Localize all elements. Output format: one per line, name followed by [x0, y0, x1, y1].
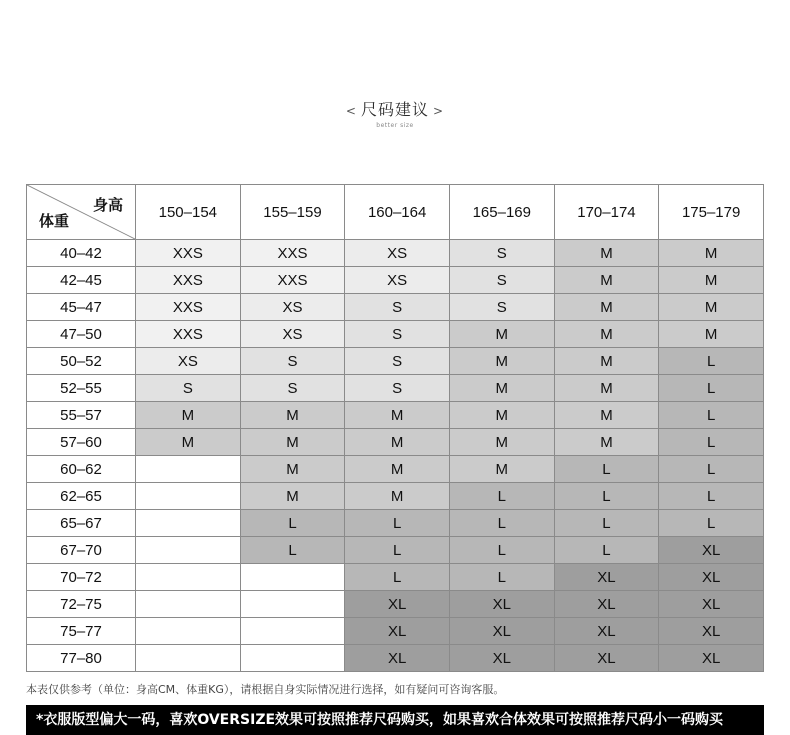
size-cell: XL	[449, 618, 554, 645]
size-cell: XXS	[136, 267, 241, 294]
table-row	[27, 483, 764, 510]
table-row	[27, 240, 764, 267]
size-cell: L	[449, 537, 554, 564]
size-cell: M	[345, 483, 450, 510]
weight-cell: 47–50	[27, 321, 136, 348]
weight-cell: 65–67	[27, 510, 136, 537]
size-cell: S	[240, 375, 345, 402]
size-cell: L	[345, 537, 450, 564]
size-cell: M	[240, 456, 345, 483]
size-cell: M	[240, 429, 345, 456]
height-header-cell: 175–179	[659, 185, 764, 240]
table-row	[27, 402, 764, 429]
weight-cell: 62–65	[27, 483, 136, 510]
size-cell: L	[554, 456, 659, 483]
size-cell: XL	[554, 591, 659, 618]
page-title	[0, 97, 790, 120]
size-cell: M	[449, 456, 554, 483]
size-cell: XL	[449, 591, 554, 618]
height-header-cell: 150–154	[136, 185, 241, 240]
size-cell: M	[554, 429, 659, 456]
table-row	[27, 429, 764, 456]
size-cell: M	[554, 348, 659, 375]
size-cell: XL	[449, 645, 554, 672]
size-cell: M	[240, 483, 345, 510]
size-cell: XL	[345, 618, 450, 645]
weight-cell: 67–70	[27, 537, 136, 564]
size-cell: XL	[345, 645, 450, 672]
size-chart-table	[26, 184, 764, 672]
size-cell: M	[136, 402, 241, 429]
size-cell: L	[659, 375, 764, 402]
weight-cell: 42–45	[27, 267, 136, 294]
table-row	[27, 591, 764, 618]
size-cell: L	[345, 564, 450, 591]
size-cell: XL	[659, 618, 764, 645]
size-cell: S	[136, 375, 241, 402]
size-cell: M	[449, 375, 554, 402]
table-row	[27, 348, 764, 375]
size-cell	[136, 645, 241, 672]
size-cell: XL	[659, 537, 764, 564]
size-cell: XL	[659, 564, 764, 591]
height-header-cell: 160–164	[345, 185, 450, 240]
weight-axis-label: 体重	[39, 212, 70, 230]
size-cell: S	[240, 348, 345, 375]
table-row	[27, 564, 764, 591]
size-cell: M	[345, 402, 450, 429]
weight-cell: 72–75	[27, 591, 136, 618]
size-cell: L	[659, 402, 764, 429]
size-cell: XXS	[240, 240, 345, 267]
size-cell: M	[554, 240, 659, 267]
weight-cell: 50–52	[27, 348, 136, 375]
weight-cell: 60–62	[27, 456, 136, 483]
size-cell	[240, 564, 345, 591]
page-subtitle: better size	[376, 122, 414, 129]
size-cell: L	[345, 510, 450, 537]
size-cell: M	[554, 375, 659, 402]
size-cell: S	[345, 321, 450, 348]
height-header-cell: 155–159	[240, 185, 345, 240]
size-cell: L	[659, 483, 764, 510]
size-cell: M	[449, 429, 554, 456]
size-cell	[136, 591, 241, 618]
fit-advice-banner: *衣服版型偏大一码，喜欢OVERSIZE效果可按照推荐尺码购买，如果喜欢合体效果可按照推荐尺码小一码购买	[26, 705, 764, 735]
weight-cell: 45–47	[27, 294, 136, 321]
size-cell: S	[345, 375, 450, 402]
table-row	[27, 267, 764, 294]
size-cell: XS	[345, 267, 450, 294]
left-arrow-icon: <	[345, 103, 357, 118]
size-cell: XXS	[240, 267, 345, 294]
size-cell: S	[449, 267, 554, 294]
size-cell: M	[449, 348, 554, 375]
size-cell: M	[554, 294, 659, 321]
size-cell: XL	[659, 591, 764, 618]
size-cell: M	[240, 402, 345, 429]
size-cell: L	[659, 510, 764, 537]
size-cell: XS	[136, 348, 241, 375]
size-cell	[240, 591, 345, 618]
weight-cell: 55–57	[27, 402, 136, 429]
size-cell: L	[659, 348, 764, 375]
table-row	[27, 375, 764, 402]
table-row	[27, 321, 764, 348]
size-cell	[136, 483, 241, 510]
size-cell: XS	[345, 240, 450, 267]
size-cell: L	[449, 564, 554, 591]
size-cell: L	[449, 483, 554, 510]
height-header-cell: 165–169	[449, 185, 554, 240]
weight-cell: 57–60	[27, 429, 136, 456]
size-cell: L	[659, 429, 764, 456]
height-header-cell: 170–174	[554, 185, 659, 240]
size-cell: L	[240, 510, 345, 537]
size-cell: XXS	[136, 294, 241, 321]
size-cell	[136, 537, 241, 564]
table-body	[27, 240, 764, 672]
right-arrow-icon: >	[433, 103, 445, 118]
size-cell: S	[345, 348, 450, 375]
size-cell: M	[345, 456, 450, 483]
table-corner-cell	[27, 185, 136, 240]
table-row	[27, 645, 764, 672]
size-cell: XL	[554, 564, 659, 591]
weight-cell: 77–80	[27, 645, 136, 672]
table-row	[27, 294, 764, 321]
size-cell: M	[449, 321, 554, 348]
title-text: 尺码建议	[360, 100, 429, 119]
size-cell: S	[449, 294, 554, 321]
weight-cell: 70–72	[27, 564, 136, 591]
weight-cell: 40–42	[27, 240, 136, 267]
size-cell: M	[659, 321, 764, 348]
table-row	[27, 510, 764, 537]
size-cell	[136, 510, 241, 537]
size-cell: XL	[554, 618, 659, 645]
size-cell	[136, 456, 241, 483]
size-cell	[240, 618, 345, 645]
size-cell	[136, 618, 241, 645]
table-row	[27, 618, 764, 645]
size-cell: M	[449, 402, 554, 429]
size-cell: L	[449, 510, 554, 537]
size-cell	[136, 564, 241, 591]
table-row	[27, 537, 764, 564]
size-cell: L	[554, 510, 659, 537]
size-guide-header	[0, 97, 790, 129]
size-cell: M	[659, 267, 764, 294]
size-cell: XL	[659, 645, 764, 672]
size-cell: L	[240, 537, 345, 564]
size-cell: M	[659, 240, 764, 267]
size-cell: S	[449, 240, 554, 267]
size-cell: L	[554, 537, 659, 564]
size-cell: L	[554, 483, 659, 510]
size-cell: M	[136, 429, 241, 456]
table-header-row	[27, 185, 764, 240]
height-axis-label: 身高	[92, 196, 123, 214]
size-cell	[240, 645, 345, 672]
size-cell: XS	[240, 321, 345, 348]
size-cell: L	[659, 456, 764, 483]
table-row	[27, 456, 764, 483]
size-cell: XL	[345, 591, 450, 618]
size-cell: XL	[554, 645, 659, 672]
size-cell: M	[554, 402, 659, 429]
size-cell: XXS	[136, 240, 241, 267]
size-cell: M	[345, 429, 450, 456]
size-cell: S	[345, 294, 450, 321]
size-cell: XXS	[136, 321, 241, 348]
footnote: 本表仅供参考（单位：身高CM、体重KG），请根据自身实际情况进行选择，如有疑问可咨询客服。	[26, 683, 505, 696]
size-cell: M	[554, 321, 659, 348]
size-cell: M	[554, 267, 659, 294]
weight-cell: 75–77	[27, 618, 136, 645]
size-cell: M	[659, 294, 764, 321]
size-cell: XS	[240, 294, 345, 321]
weight-cell: 52–55	[27, 375, 136, 402]
